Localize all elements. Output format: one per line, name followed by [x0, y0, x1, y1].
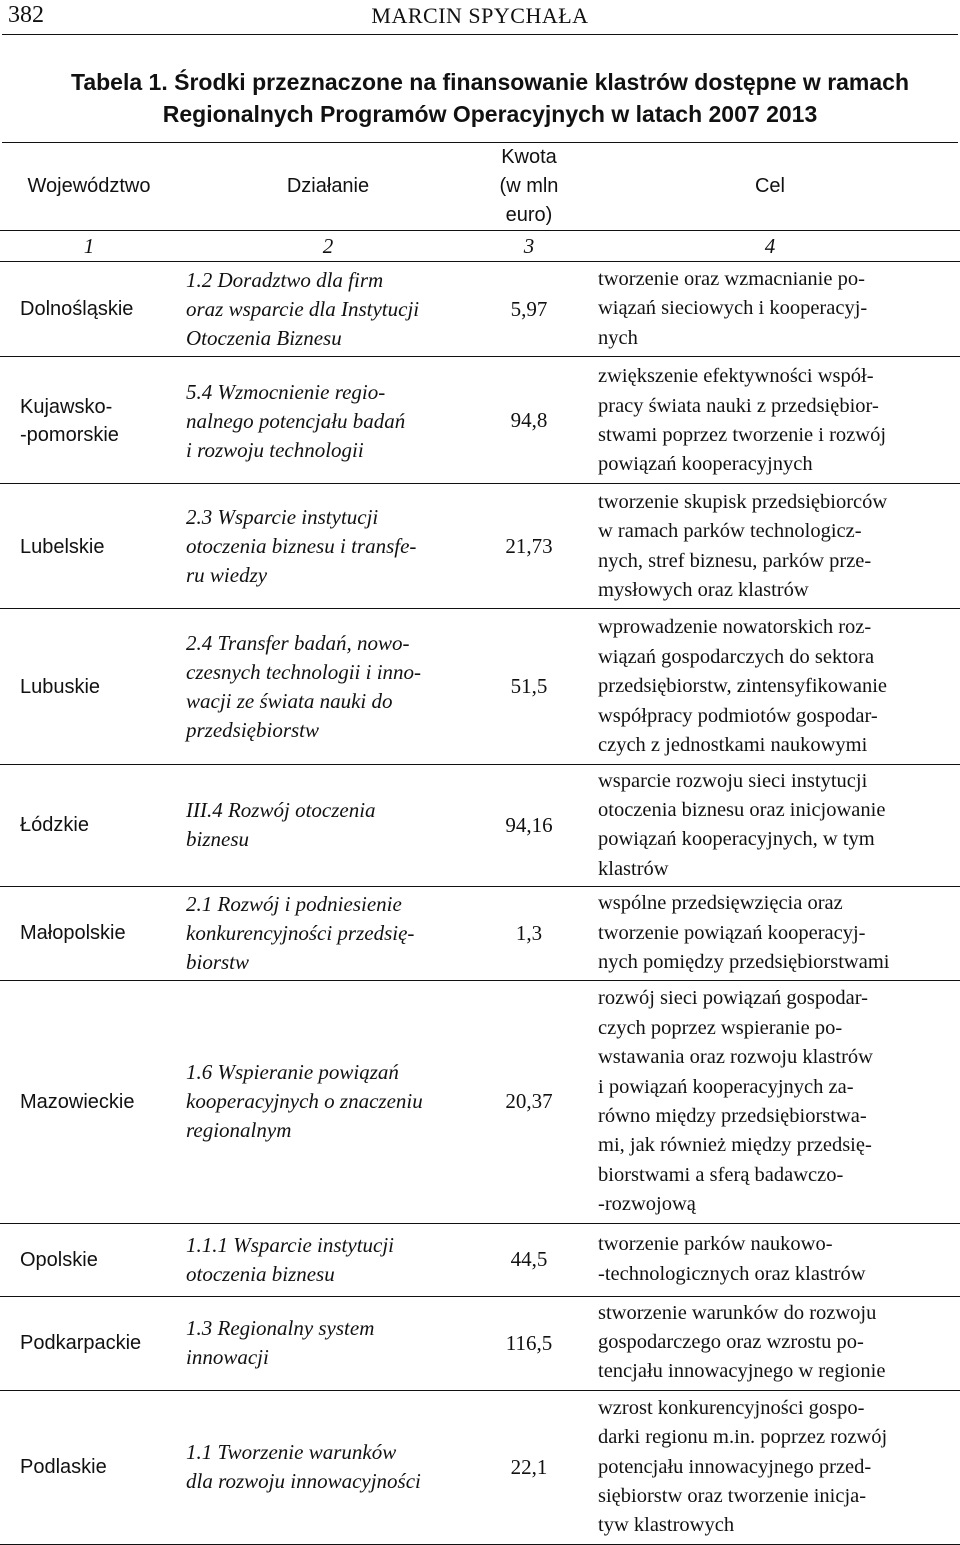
running-head-author: MARCIN SPYCHAŁA [371, 3, 589, 28]
action-cell [178, 1296, 478, 1390]
amount-cell: 21,73 [478, 483, 580, 609]
goal-cell-line: powiązań kooperacyjnych, w tym [598, 828, 875, 851]
column-number: 1 [0, 231, 178, 262]
table-row [0, 887, 960, 981]
action-cell-line: 1.2 Doradztwo dla firm [186, 267, 384, 292]
header-rule [2, 34, 958, 35]
goal-cell-line: wsparcie rozwoju sieci instytucji [598, 769, 868, 792]
goal-cell [580, 483, 960, 609]
action-cell-line: czesnych technologii i inno- [186, 659, 422, 684]
table-row [0, 609, 960, 764]
voivodeship-cell-line: Opolskie [20, 1248, 98, 1271]
goal-cell-line: potencjału innowacyjnego przed- [598, 1455, 872, 1478]
action-cell-line: konkurencyjności przedsię- [186, 920, 415, 945]
header-action: Działanie [286, 175, 370, 197]
goal-cell [580, 357, 960, 484]
action-cell-line: 2.3 Wsparcie instytucji [186, 505, 379, 530]
goal-cell-line: współpracy podmiotów gospodar- [598, 704, 878, 727]
voivodeship-cell-line: Małopolskie [20, 922, 126, 945]
amount-cell: 1,3 [478, 887, 580, 981]
action-cell-line: III.4 Rozwój otoczenia [186, 798, 376, 823]
voivodeship-cell [0, 887, 178, 981]
header-amount-line: euro) [505, 204, 553, 226]
voivodeship-cell-line: Podlaskie [20, 1456, 107, 1479]
goal-cell [580, 262, 960, 357]
action-cell-line: ru wiedzy [186, 563, 268, 588]
goal-cell-line: stwami poprzez tworzenie i rozwój [598, 424, 887, 447]
action-cell-line: biorstw [186, 949, 250, 974]
goal-cell-line: wstawania oraz rozwoju klastrów [598, 1046, 873, 1069]
column-number: 4 [580, 231, 960, 262]
voivodeship-cell [0, 1296, 178, 1390]
voivodeship-cell-line: Lubuskie [20, 675, 101, 698]
goal-cell-line: w ramach parków technologicz- [598, 520, 862, 543]
action-cell-line: otoczenia biznesu [186, 1261, 335, 1286]
voivodeship-cell-line: Łódzkie [20, 814, 89, 837]
header-row [0, 143, 960, 231]
action-cell-line: dla rozwoju innowacyjności [186, 1469, 421, 1494]
action-cell-line: przedsiębiorstw [186, 717, 320, 742]
header-amount-line: (w mln [499, 175, 559, 197]
action-cell-line: otoczenia biznesu i transfe- [186, 534, 417, 559]
amount-cell: 94,16 [478, 764, 580, 887]
table-row [0, 1390, 960, 1544]
table-caption [60, 66, 920, 130]
action-cell-line: innowacji [186, 1344, 269, 1369]
table-row [0, 357, 960, 484]
goal-cell-line: wzrost konkurencyjności gospo- [598, 1396, 865, 1419]
goal-cell-line: i powiązań kooperacyjnych za- [598, 1075, 854, 1098]
table-body [0, 143, 960, 1544]
action-cell-line: regionalnym [186, 1118, 292, 1143]
action-cell-line: wacji ze świata nauki do [186, 688, 393, 713]
table-row [0, 483, 960, 609]
voivodeship-cell [0, 1390, 178, 1544]
voivodeship-cell-line: -pomorskie [20, 424, 119, 447]
action-cell-line: 2.1 Rozwój i podniesienie [186, 891, 402, 916]
goal-cell-line: wprowadzenie nowatorskich roz- [598, 616, 872, 639]
action-cell [178, 1390, 478, 1544]
goal-cell-line: pracy świata nauki z przedsiębior- [598, 394, 879, 417]
goal-cell [580, 887, 960, 981]
cluster-funding-table [0, 143, 960, 1545]
action-cell-line: i rozwoju technologii [186, 437, 364, 462]
amount-cell: 116,5 [478, 1296, 580, 1390]
page-header [0, 0, 960, 36]
goal-cell-line: nych [598, 326, 638, 349]
goal-cell-line: zwiększenie efektywności współ- [598, 365, 874, 388]
goal-cell-line: stworzenie warunków do rozwoju [598, 1301, 877, 1324]
goal-cell-line: otoczenia biznesu oraz inicjowanie [598, 798, 886, 821]
page-number: 382 [8, 2, 44, 28]
goal-cell-line: biorstwami a sferą badawczo- [598, 1163, 844, 1186]
table-row [0, 1296, 960, 1390]
goal-cell [580, 764, 960, 887]
goal-cell-line: mysłowych oraz klastrów [598, 579, 809, 602]
goal-cell-line: tencjału innowacyjnego w regionie [598, 1360, 886, 1383]
header-voivodeship: Województwo [27, 175, 151, 197]
action-cell [178, 981, 478, 1223]
action-cell-line: 1.1.1 Wsparcie instytucji [186, 1232, 395, 1257]
amount-cell: 51,5 [478, 609, 580, 764]
goal-cell-line: tworzenie powiązań kooperacyj- [598, 921, 866, 944]
action-cell-line: 5.4 Wzmocnienie regio- [186, 379, 386, 404]
goal-cell-line: -rozwojową [598, 1193, 696, 1216]
voivodeship-cell-line: Dolnośląskie [20, 298, 134, 321]
amount-cell: 94,8 [478, 357, 580, 484]
action-cell-line: nalnego potencjału badań [186, 408, 406, 433]
voivodeship-cell [0, 357, 178, 484]
column-number-row [0, 231, 960, 262]
goal-cell-line: wiązań gospodarczych do sektora [598, 645, 875, 668]
goal-cell-line: wspólne przedsięwzięcia oraz [598, 892, 843, 915]
goal-cell-line: wiązań sieciowych i kooperacyj- [598, 297, 868, 320]
header-amount-line: Kwota [501, 146, 557, 168]
amount-cell: 22,1 [478, 1390, 580, 1544]
goal-cell-line: tworzenie oraz wzmacnianie po- [598, 268, 865, 290]
column-number: 2 [178, 231, 478, 262]
action-cell-line: oraz wsparcie dla Instytucji [186, 296, 420, 321]
action-cell-line: 1.6 Wspieranie powiązań [186, 1060, 399, 1085]
goal-cell-line: -technologicznych oraz klastrów [598, 1262, 866, 1285]
action-cell-line: biznesu [186, 827, 249, 852]
amount-cell: 44,5 [478, 1223, 580, 1296]
action-cell [178, 887, 478, 981]
header-amount [478, 143, 580, 231]
goal-cell-line: klastrów [598, 857, 669, 880]
column-number: 3 [478, 231, 580, 262]
action-cell [178, 483, 478, 609]
voivodeship-cell-line: Lubelskie [20, 535, 105, 558]
goal-cell-line: powiązań kooperacyjnych [598, 453, 813, 476]
goal-cell [580, 981, 960, 1223]
action-cell [178, 764, 478, 887]
action-cell-line: 1.3 Regionalny system [186, 1315, 375, 1340]
amount-cell: 20,37 [478, 981, 580, 1223]
action-cell-line: kooperacyjnych o znaczeniu [186, 1089, 423, 1114]
caption-line-1: Tabela 1. Środki przeznaczone na finansowanie klastrów dostępne w ramach [70, 69, 910, 95]
goal-cell-line: nych pomiędzy przedsiębiorstwami [598, 950, 890, 973]
goal-cell-line: siębiorstw oraz tworzenie inicja- [598, 1485, 867, 1508]
action-cell [178, 1223, 478, 1296]
goal-cell-line: mi, jak również między przedsię- [598, 1134, 872, 1157]
table-row [0, 981, 960, 1223]
action-cell-line: Otoczenia Biznesu [186, 325, 342, 350]
table-row [0, 262, 960, 357]
voivodeship-cell-line: Mazowieckie [20, 1090, 135, 1113]
action-cell [178, 609, 478, 764]
voivodeship-cell-line: Kujawsko- [20, 396, 113, 419]
action-cell [178, 262, 478, 357]
table-row [0, 764, 960, 887]
voivodeship-cell [0, 981, 178, 1223]
goal-cell-line: czych poprzez wspieranie po- [598, 1016, 843, 1039]
goal-cell-line: tworzenie parków naukowo- [598, 1233, 833, 1256]
goal-cell [580, 1390, 960, 1544]
amount-cell: 5,97 [478, 262, 580, 357]
goal-cell-line: darki regionu m.in. poprzez rozwój [598, 1426, 888, 1449]
goal-cell-line: przedsiębiorstw, zintensyfikowanie [598, 675, 888, 698]
action-cell-line: 2.4 Transfer badań, nowo- [186, 630, 410, 655]
goal-cell-line: czych z jednostkami naukowymi [598, 734, 868, 757]
voivodeship-cell-line: Podkarpackie [20, 1331, 142, 1354]
voivodeship-cell [0, 262, 178, 357]
voivodeship-cell [0, 1223, 178, 1296]
action-cell-line: 1.1 Tworzenie warunków [186, 1440, 397, 1465]
goal-cell [580, 609, 960, 764]
goal-cell-line: nych, stref biznesu, parków prze- [598, 549, 872, 572]
goal-cell-line: rozwój sieci powiązań gospodar- [598, 987, 868, 1010]
caption-line-2: Regionalnych Programów Operacyjnych w latach 2007 2013 [162, 101, 818, 127]
goal-cell [580, 1223, 960, 1296]
voivodeship-cell [0, 483, 178, 609]
goal-cell-line: tworzenie skupisk przedsiębiorców [598, 490, 888, 513]
goal-cell-line: tyw klastrowych [598, 1514, 735, 1537]
action-cell [178, 357, 478, 484]
voivodeship-cell [0, 609, 178, 764]
header-goal: Cel [754, 175, 785, 197]
voivodeship-cell [0, 764, 178, 887]
table-row [0, 1223, 960, 1296]
goal-cell-line: gospodarczego oraz wzrostu po- [598, 1331, 864, 1353]
goal-cell-line: równo między przedsiębiorstwa- [598, 1104, 867, 1127]
goal-cell [580, 1296, 960, 1390]
